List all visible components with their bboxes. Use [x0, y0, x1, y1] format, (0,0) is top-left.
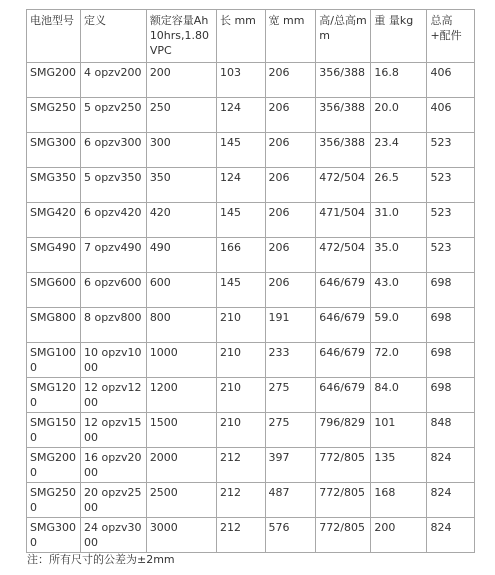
header-height: 高/总高mm — [316, 10, 371, 63]
cell-weight: 101 — [371, 413, 427, 448]
cell-length: 145 — [216, 203, 265, 238]
cell-model: SMG2000 — [27, 448, 81, 483]
cell-model: SMG420 — [27, 203, 81, 238]
cell-width: 275 — [265, 413, 316, 448]
cell-capacity: 800 — [146, 308, 216, 343]
cell-capacity: 1500 — [146, 413, 216, 448]
table-body — [27, 63, 475, 553]
cell-weight: 43.0 — [371, 273, 427, 308]
table-row — [27, 133, 475, 168]
cell-model: SMG250 — [27, 98, 81, 133]
cell-capacity: 200 — [146, 63, 216, 98]
cell-width: 206 — [265, 98, 316, 133]
cell-height: 356/388 — [316, 63, 371, 98]
cell-model: SMG1200 — [27, 378, 81, 413]
cell-height: 472/504 — [316, 168, 371, 203]
table-header-row — [27, 10, 475, 63]
battery-spec-table — [26, 9, 475, 553]
cell-capacity: 2000 — [146, 448, 216, 483]
cell-length: 145 — [216, 273, 265, 308]
cell-total-height: 824 — [427, 483, 475, 518]
cell-length: 210 — [216, 343, 265, 378]
cell-width: 206 — [265, 203, 316, 238]
cell-height: 772/805 — [316, 483, 371, 518]
cell-definition: 4 opzv200 — [80, 63, 146, 98]
cell-capacity: 1200 — [146, 378, 216, 413]
cell-definition: 6 opzv420 — [80, 203, 146, 238]
cell-definition: 12 opzv1500 — [80, 413, 146, 448]
cell-total-height: 824 — [427, 448, 475, 483]
cell-total-height: 523 — [427, 133, 475, 168]
table-row — [27, 378, 475, 413]
cell-width: 397 — [265, 448, 316, 483]
cell-width: 576 — [265, 518, 316, 553]
cell-weight: 200 — [371, 518, 427, 553]
cell-width: 206 — [265, 168, 316, 203]
cell-definition: 5 opzv350 — [80, 168, 146, 203]
cell-model: SMG490 — [27, 238, 81, 273]
cell-total-height: 848 — [427, 413, 475, 448]
cell-height: 472/504 — [316, 238, 371, 273]
cell-length: 124 — [216, 168, 265, 203]
table-row — [27, 203, 475, 238]
table-row — [27, 413, 475, 448]
cell-height: 646/679 — [316, 343, 371, 378]
header-weight: 重 量kg — [371, 10, 427, 63]
cell-capacity: 490 — [146, 238, 216, 273]
table-row — [27, 483, 475, 518]
cell-model: SMG800 — [27, 308, 81, 343]
table-row — [27, 343, 475, 378]
cell-total-height: 698 — [427, 273, 475, 308]
cell-model: SMG2500 — [27, 483, 81, 518]
cell-length: 212 — [216, 483, 265, 518]
cell-length: 166 — [216, 238, 265, 273]
cell-width: 206 — [265, 133, 316, 168]
cell-total-height: 523 — [427, 168, 475, 203]
table-row — [27, 238, 475, 273]
table-row — [27, 273, 475, 308]
header-length: 长 mm — [216, 10, 265, 63]
table-row — [27, 98, 475, 133]
cell-model: SMG1000 — [27, 343, 81, 378]
cell-length: 212 — [216, 448, 265, 483]
header-rated-capacity: 额定容量Ah10hrs,1.80VPC — [146, 10, 216, 63]
cell-width: 233 — [265, 343, 316, 378]
cell-height: 796/829 — [316, 413, 371, 448]
cell-capacity: 250 — [146, 98, 216, 133]
cell-capacity: 300 — [146, 133, 216, 168]
cell-capacity: 420 — [146, 203, 216, 238]
cell-weight: 20.0 — [371, 98, 427, 133]
cell-weight: 16.8 — [371, 63, 427, 98]
cell-capacity: 600 — [146, 273, 216, 308]
cell-height: 772/805 — [316, 518, 371, 553]
cell-length: 145 — [216, 133, 265, 168]
table-row — [27, 518, 475, 553]
cell-length: 103 — [216, 63, 265, 98]
cell-total-height: 698 — [427, 378, 475, 413]
cell-weight: 168 — [371, 483, 427, 518]
cell-definition: 7 opzv490 — [80, 238, 146, 273]
cell-length: 210 — [216, 413, 265, 448]
cell-model: SMG200 — [27, 63, 81, 98]
cell-length: 212 — [216, 518, 265, 553]
cell-weight: 23.4 — [371, 133, 427, 168]
cell-total-height: 698 — [427, 343, 475, 378]
cell-width: 487 — [265, 483, 316, 518]
header-definition: 定义 — [80, 10, 146, 63]
cell-model: SMG600 — [27, 273, 81, 308]
cell-definition: 24 opzv3000 — [80, 518, 146, 553]
header-model: 电池型号 — [27, 10, 81, 63]
table-row — [27, 448, 475, 483]
cell-width: 206 — [265, 238, 316, 273]
cell-definition: 6 opzv600 — [80, 273, 146, 308]
cell-height: 646/679 — [316, 273, 371, 308]
header-total-height: 总高+配件 — [427, 10, 475, 63]
cell-weight: 26.5 — [371, 168, 427, 203]
cell-capacity: 2500 — [146, 483, 216, 518]
cell-height: 471/504 — [316, 203, 371, 238]
cell-definition: 12 opzv1200 — [80, 378, 146, 413]
cell-length: 124 — [216, 98, 265, 133]
cell-capacity: 3000 — [146, 518, 216, 553]
cell-total-height: 698 — [427, 308, 475, 343]
cell-weight: 59.0 — [371, 308, 427, 343]
cell-width: 191 — [265, 308, 316, 343]
table-row — [27, 63, 475, 98]
table-row — [27, 168, 475, 203]
cell-definition: 5 opzv250 — [80, 98, 146, 133]
cell-definition: 6 opzv300 — [80, 133, 146, 168]
cell-model: SMG1500 — [27, 413, 81, 448]
cell-total-height: 406 — [427, 98, 475, 133]
cell-total-height: 824 — [427, 518, 475, 553]
tolerance-note: 注：所有尺寸的公差为±2mm — [27, 553, 175, 566]
cell-length: 210 — [216, 378, 265, 413]
cell-capacity: 350 — [146, 168, 216, 203]
cell-definition: 16 opzv2000 — [80, 448, 146, 483]
cell-definition: 8 opzv800 — [80, 308, 146, 343]
cell-weight: 84.0 — [371, 378, 427, 413]
cell-width: 206 — [265, 273, 316, 308]
cell-definition: 20 opzv2500 — [80, 483, 146, 518]
header-width: 宽 mm — [265, 10, 316, 63]
cell-total-height: 523 — [427, 203, 475, 238]
cell-capacity: 1000 — [146, 343, 216, 378]
cell-weight: 31.0 — [371, 203, 427, 238]
cell-model: SMG350 — [27, 168, 81, 203]
cell-total-height: 406 — [427, 63, 475, 98]
table-row — [27, 308, 475, 343]
cell-width: 206 — [265, 63, 316, 98]
cell-model: SMG300 — [27, 133, 81, 168]
cell-total-height: 523 — [427, 238, 475, 273]
cell-height: 772/805 — [316, 448, 371, 483]
cell-height: 646/679 — [316, 308, 371, 343]
cell-height: 356/388 — [316, 133, 371, 168]
cell-weight: 72.0 — [371, 343, 427, 378]
cell-weight: 135 — [371, 448, 427, 483]
cell-height: 646/679 — [316, 378, 371, 413]
cell-height: 356/388 — [316, 98, 371, 133]
cell-definition: 10 opzv1000 — [80, 343, 146, 378]
cell-weight: 35.0 — [371, 238, 427, 273]
cell-model: SMG3000 — [27, 518, 81, 553]
cell-width: 275 — [265, 378, 316, 413]
cell-length: 210 — [216, 308, 265, 343]
